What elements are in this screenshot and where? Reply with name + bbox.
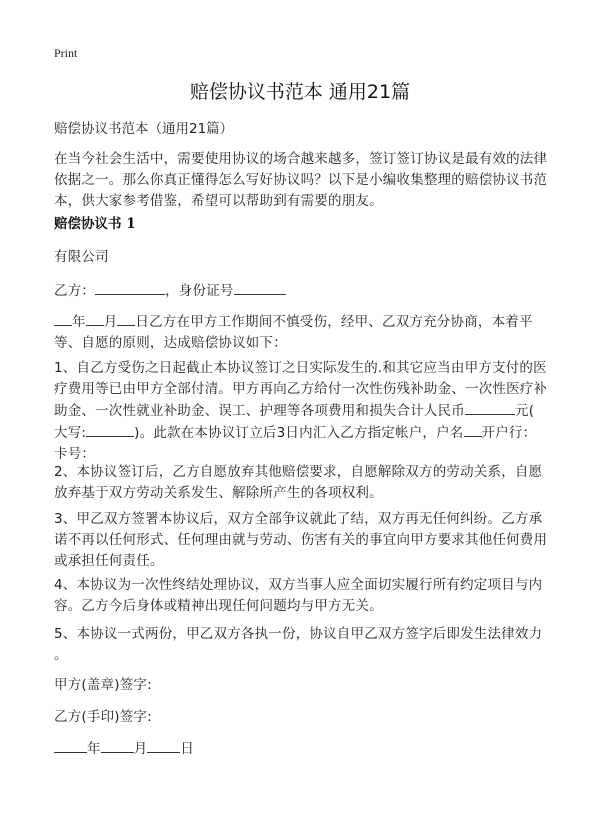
id-number-label: ，身份证号 xyxy=(165,283,234,299)
clause-1-line: 疗费用等已由甲方全部付清。甲方再向乙方给付一次性伤残补助金、一次性医疗补 xyxy=(54,381,548,397)
company-line xyxy=(54,247,554,268)
month-blank xyxy=(86,311,104,326)
clause-2-line: 放弃基于双方劳动关系发生、解除所产生的各项权利。 xyxy=(54,485,383,501)
amount-blank xyxy=(465,400,515,415)
clause-3 xyxy=(54,509,582,572)
intro-line: 在当今社会生活中，需要使用协议的场合越来越多，签订签订协议是最有效的法律 xyxy=(54,151,548,167)
intro-paragraph xyxy=(54,149,554,212)
clause-4-line: 容。乙方今后身体或精神出现任何问题均与甲方无关。 xyxy=(54,598,383,614)
sign-day-label: 日 xyxy=(180,741,195,757)
preamble-line2: 等、自愿的原则，达成赔偿协议如下： xyxy=(54,335,287,351)
party-b-signature-label: 乙方(手印)签字: xyxy=(54,709,152,725)
month-label: 月 xyxy=(103,314,118,330)
clause-4 xyxy=(54,575,582,617)
sign-day-blank xyxy=(147,738,180,753)
intro-line: 依据之一。那么你真正懂得怎么写好协议吗？以下是小编收集整理的赔偿协议书范 xyxy=(54,172,548,188)
party-b-line xyxy=(54,280,554,302)
uppercase-amount-blank xyxy=(86,422,134,437)
party-b-signature xyxy=(54,707,554,728)
clause-1-line: 1、自乙方受伤之日起截止本协议签订之日实际发生的.和其它应当由甲方支付的医 xyxy=(54,360,547,376)
intro-line: 本，供大家参考借鉴，希望可以帮助到有需要的朋友。 xyxy=(54,193,383,209)
sign-year-label: 年 xyxy=(87,741,101,757)
year-blank xyxy=(54,311,72,326)
clause-2-line: 2、本协议签订后，乙方自愿放弃其他赔偿要求，自愿解除双方的劳动关系，自愿 xyxy=(54,464,543,480)
clause-1-line: )。此款在本协议订立后3日内汇入乙方指定帐户，户名 xyxy=(134,425,464,441)
clause-1-line: 助金、一次性就业补助金、误工、护理等各项费用和损失合计人民币 xyxy=(54,403,465,419)
party-b-blank xyxy=(95,280,165,295)
agreement-preamble xyxy=(54,311,582,354)
clause-3-line: 诺不再以任何形式、任何理由就与劳动、伤害有关的事宜向甲方要求其他任何费用 xyxy=(54,532,548,548)
signature-date xyxy=(54,738,554,760)
clause-5-line: 5、本协议一式两份，甲乙双方各执一份，协议自甲乙双方签字后即发生法律效力 xyxy=(54,626,543,642)
section-heading: 赔偿协议书 1 xyxy=(54,216,136,232)
clause-5-line: 。 xyxy=(54,647,68,663)
company-name: 有限公司 xyxy=(54,249,109,265)
day-blank xyxy=(117,311,135,326)
sign-month-label: 月 xyxy=(133,741,148,757)
uppercase-amount-label: 大写: xyxy=(54,425,87,441)
print-link[interactable]: Print xyxy=(54,46,78,60)
document-subtitle: 赔偿协议书范本（通用21篇） xyxy=(54,121,234,137)
preamble-text: 日乙方在甲方工作期间不慎受伤，经甲、乙双方充分协商，本着平 xyxy=(135,314,533,330)
sign-year-blank xyxy=(54,738,87,753)
clause-1 xyxy=(54,358,582,465)
clause-4-line: 4、本协议为一次性终结处理协议，双方当事人应全面切实履行所有约定项目与内 xyxy=(54,577,543,593)
clause-3-line: 3、甲乙双方签署本协议后，双方全部争议就此了结，双方再无任何纠纷。乙方承 xyxy=(54,511,543,527)
party-a-signature xyxy=(54,675,554,696)
sign-month-blank xyxy=(101,738,134,753)
clause-3-line: 或承担任何责任。 xyxy=(54,553,164,569)
account-name-blank xyxy=(464,422,482,437)
clause-5 xyxy=(54,624,582,666)
page-title: 赔偿协议书范本 通用21篇 xyxy=(189,81,411,103)
currency-unit: 元( xyxy=(515,403,535,419)
year-label: 年 xyxy=(72,314,86,330)
clause-2 xyxy=(54,462,582,504)
id-number-blank xyxy=(234,280,286,295)
party-a-signature-label: 甲方(盖章)签字: xyxy=(54,677,152,693)
card-number-label: 卡号： xyxy=(54,446,96,462)
bank-label: 开户行： xyxy=(481,425,537,441)
party-b-label: 乙方： xyxy=(54,283,96,299)
